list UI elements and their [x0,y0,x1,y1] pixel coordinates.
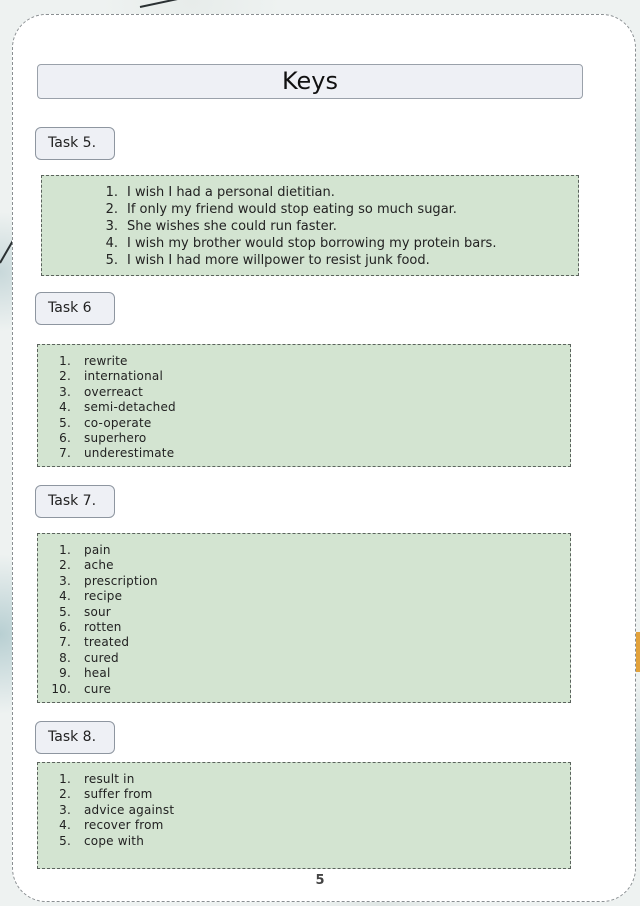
answer-item: rotten [84,620,122,635]
answer-item: ache [84,558,114,573]
answer-item: I wish I had more willpower to resist junk food. [127,253,430,268]
task-8-answers [37,762,571,869]
answer-item: She wishes she could run faster. [127,219,337,234]
answer-item: pain [84,543,111,557]
answer-item: recipe [84,589,123,604]
page-title: Keys [37,64,583,99]
answer-item: cure [84,681,112,696]
task-5-answers [41,175,579,276]
task-7-tab: Task 7. [35,485,115,518]
task-7-answers [37,533,571,703]
answer-item: cured [84,650,119,665]
answer-item: underestimate [84,446,175,461]
page-number: 5 [315,873,325,888]
task-6-tab: Task 6 [35,292,115,325]
answer-item: rewrite [84,354,128,368]
answer-item: I wish I had a personal dietitian. [127,185,335,200]
answer-item: suffer from [84,787,153,802]
answer-item: sour [84,604,111,619]
answer-item: semi-detached [84,400,176,415]
answer-item: treated [84,635,130,650]
task-6-answers [37,344,571,467]
answer-item: If only my friend would stop eating so much sugar. [127,202,457,217]
answer-item: overreact [84,384,144,399]
answer-item: result in [84,772,135,786]
answer-item: international [84,369,163,384]
answer-item: recover from [84,818,164,833]
answer-item: co-operate [84,415,152,430]
answer-item: prescription [84,573,158,588]
task-8-tab: Task 8. [35,721,115,754]
answer-item: heal [84,666,111,681]
answer-item: advice against [84,802,175,817]
answer-item: I wish my brother would stop borrowing my protein bars. [127,236,497,251]
answer-item: cope with [84,833,145,848]
task-5-tab: Task 5. [35,127,115,160]
answer-item: superhero [84,431,147,446]
